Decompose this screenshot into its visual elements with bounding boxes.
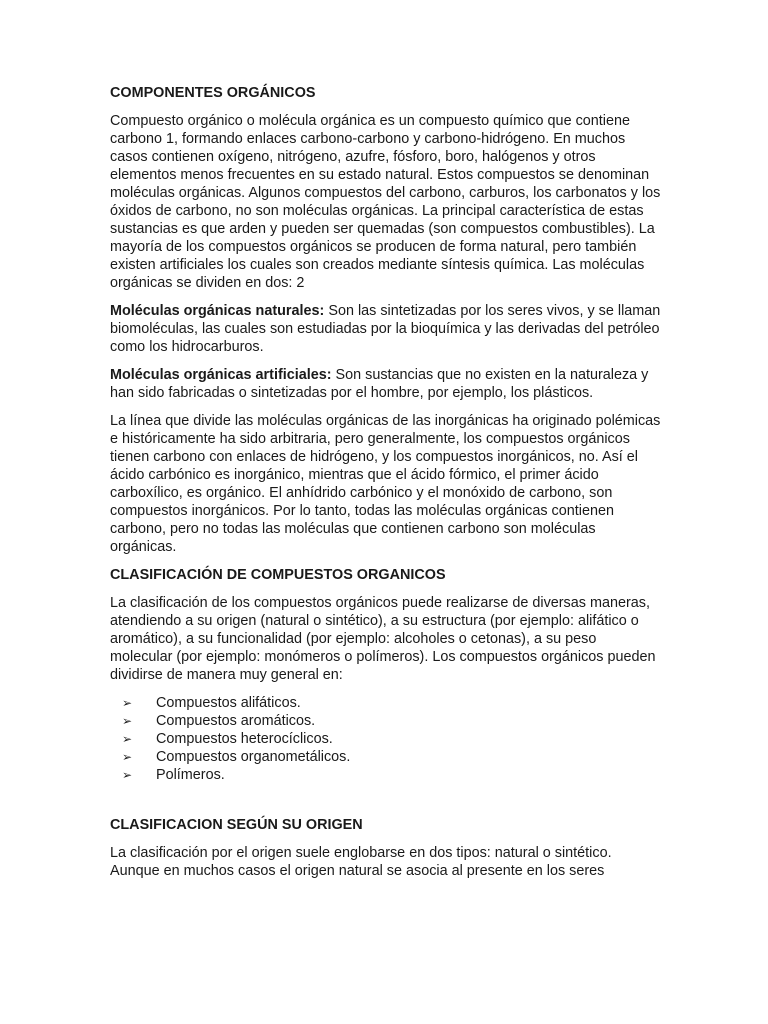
- text-artificiales: Son sustancias que no existen en la naturaleza y han sido fabricadas o sintetizadas por el hombre, por ejemplo, los plásticos.: [110, 367, 649, 401]
- paragraph-origen: La clasificación por el origen suele englobarse en dos tipos: natural o sintético. Aunque en muchos casos el origen natural se asocia al presente en los seres: [110, 845, 612, 879]
- paragraph-clasificacion: La clasificación de los compuestos orgánicos puede realizarse de diversas maneras, atendiendo a su origen (natural o sintético), a su estructura (por ejemplo: alifático o aromático), a su funcionalidad (por ejemplo: alcoholes o cetonas), a su peso molecular (por ejemplo: monómeros o polímeros). Los compuestos orgánicos pueden dividirse de manera muy general en:: [110, 595, 656, 683]
- list-item: [110, 766, 662, 784]
- term-naturales: Moléculas orgánicas naturales:: [110, 303, 325, 319]
- list-item-text: Compuestos aromáticos.: [156, 713, 316, 729]
- arrow-bullet-icon: ➢: [122, 750, 133, 764]
- paragraph-naturales: [110, 302, 662, 356]
- list-item: [110, 730, 662, 748]
- list-item-text: Compuestos organometálicos.: [156, 749, 351, 765]
- section-heading-componentes: COMPONENTES ORGÁNICOS: [110, 85, 316, 101]
- text-naturales: Son las sintetizadas por los seres vivos, y se llaman biomoléculas, las cuales son estudiadas por la bioquímica y las derivadas del petróleo como los hidrocarburos.: [110, 303, 661, 355]
- compound-types-list: [110, 694, 662, 784]
- arrow-bullet-icon: ➢: [122, 768, 133, 782]
- section-spacer: [110, 794, 662, 816]
- arrow-bullet-icon: ➢: [122, 696, 133, 710]
- section-heading-origen: CLASIFICACION SEGÚN SU ORIGEN: [110, 817, 363, 833]
- list-item-text: Compuestos heterocíclicos.: [156, 731, 333, 747]
- list-item: [110, 712, 662, 730]
- paragraph-division: La línea que divide las moléculas orgánicas de las inorgánicas ha originado polémicas e históricamente ha sido arbitraria, pero generalmente, los compuestos orgánicos tienen carbono con enlaces de hidrógeno, y los compuestos inorgánicos, no. Así el ácido carbónico es inorgánico, mientras que el ácido fórmico, el primer ácido carboxílico, es orgánico. El anhídrido carbónico y el monóxido de carbono, son compuestos inorgánicos. Por lo tanto, todas las moléculas orgánicas contienen carbono, pero no todas las moléculas que contienen carbono son moléculas orgánicas.: [110, 413, 661, 555]
- arrow-bullet-icon: ➢: [122, 714, 133, 728]
- list-item-text: Compuestos alifáticos.: [156, 695, 301, 711]
- term-artificiales: Moléculas orgánicas artificiales:: [110, 367, 332, 383]
- document-page: [110, 84, 662, 890]
- list-item: [110, 694, 662, 712]
- list-item-text: Polímeros.: [156, 767, 225, 783]
- section-heading-clasificacion: CLASIFICACIÓN DE COMPUESTOS ORGANICOS: [110, 567, 446, 583]
- paragraph-artificiales: [110, 366, 662, 402]
- arrow-bullet-icon: ➢: [122, 732, 133, 746]
- list-item: [110, 748, 662, 766]
- paragraph-definition: Compuesto orgánico o molécula orgánica es un compuesto químico que contiene carbono 1, formando enlaces carbono-carbono y carbono-hidrógeno. En muchos casos contienen oxígeno, nitrógeno, azufre, fósforo, boro, halógenos y otros elementos menos frecuentes en su estado natural. Estos compuestos se denominan moléculas orgánicas. Algunos compuestos del carbono, carburos, los carbonatos y los óxidos de carbono, no son moléculas orgánicas. La principal característica de estas sustancias es que arden y pueden ser quemadas (son compuestos combustibles). La mayoría de los compuestos orgánicos se producen de forma natural, pero también existen artificiales los cuales son creados mediante síntesis química. Las moléculas orgánicas se dividen en dos: 2: [110, 113, 661, 291]
